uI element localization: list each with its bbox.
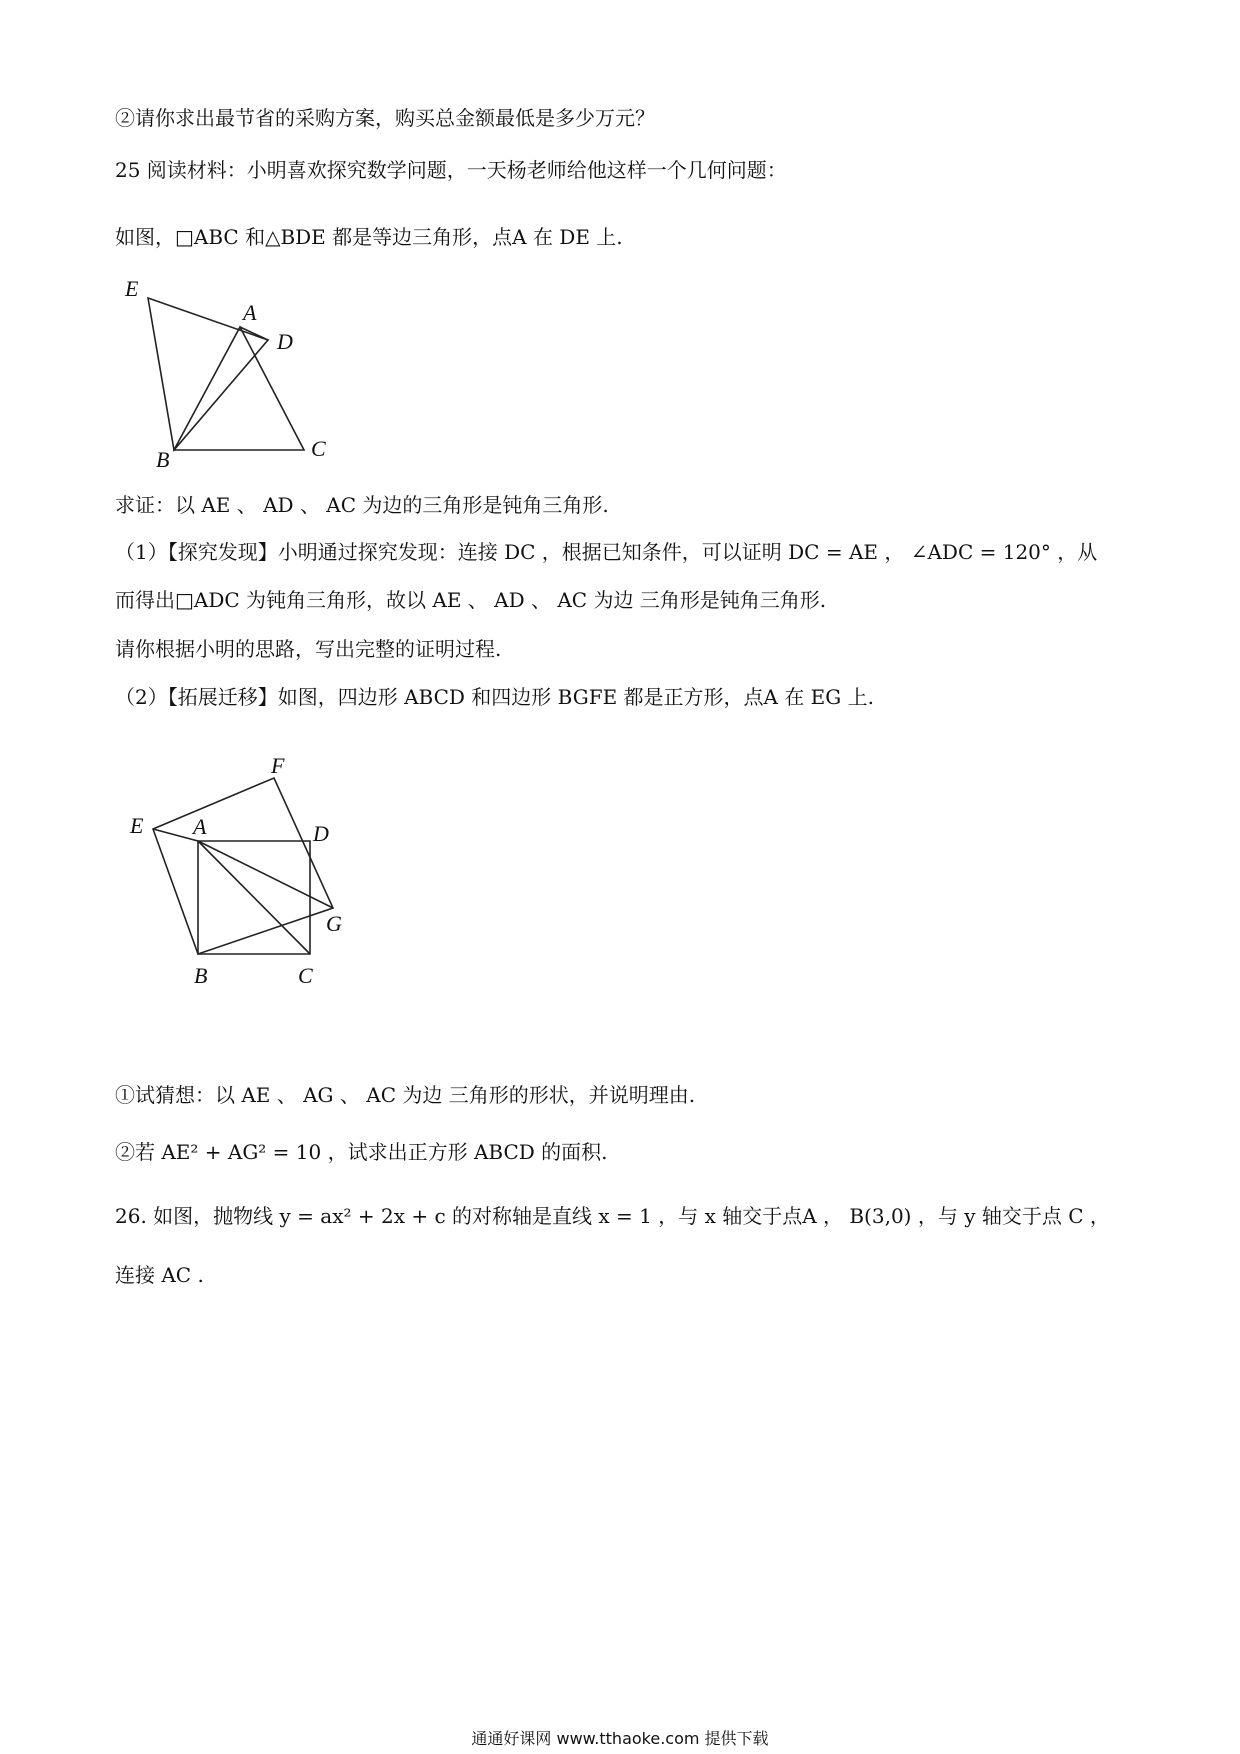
square-bgfe: [153, 778, 333, 954]
label-b: B: [194, 963, 208, 988]
question-25-intro: 25 阅读材料：小明喜欢探究数学问题，一天杨老师给他这样一个几何问题：: [115, 158, 787, 182]
segment-ag: [198, 841, 333, 908]
question-26: 26. 如图，抛物线 y = ax² + 2x + c 的对称轴是直线 x = 1 ，与 x 轴交于点A ， B(3,0) ，与 y 轴交于点 C ，: [115, 1204, 1110, 1228]
page-footer: 通通好课网 www.tthaoke.com 提供下载: [471, 1729, 769, 1748]
question-25-part2-q1: ①试猜想：以 AE 、 AG 、 AC 为边 三角形的形状，并说明理由.: [115, 1083, 696, 1107]
question-25-part2-q2: ②若 AE² + AG² = 10 ，试求出正方形 ABCD 的面积.: [115, 1140, 608, 1164]
question-25-part1-cont: 而得出□ADC 为钝角三角形，故以 AE 、 AD 、 AC 为边 三角形是钝角三角形.: [115, 588, 827, 612]
label-f: F: [271, 753, 285, 778]
label-d: D: [277, 329, 293, 354]
question-26-cont: 连接 AC .: [115, 1263, 204, 1287]
label-g: G: [326, 911, 342, 936]
segment-ea: [153, 829, 198, 841]
label-e: E: [130, 813, 144, 838]
label-c: C: [311, 436, 326, 461]
label-b: B: [156, 447, 170, 470]
label-a: A: [193, 814, 207, 839]
figure-equilateral-triangles: [110, 270, 350, 470]
segment-ac: [198, 841, 310, 954]
question-24-part2: ②请你求出最节省的采购方案，购买总金额最低是多少万元？: [115, 106, 655, 130]
question-25-part1: （1）【探究发现】小明通过探究发现：连接 DC ，根据已知条件，可以证明 DC = AE ， ∠ADC = 120° ，从: [115, 540, 1098, 564]
question-25-given: 如图，□ABC 和△BDE 都是等边三角形，点A 在 DE 上.: [115, 225, 623, 249]
question-25-part1-task: 请你根据小明的思路，写出完整的证明过程.: [115, 637, 502, 661]
label-a: A: [243, 300, 257, 325]
question-25-prove: 求证：以 AE 、 AD 、 AC 为边的三角形是钝角三角形.: [115, 493, 609, 517]
question-25-part2: （2）【拓展迁移】如图，四边形 ABCD 和四边形 BGFE 都是正方形，点A 在 EG 上.: [115, 685, 874, 709]
label-e: E: [125, 276, 139, 301]
figure-two-squares: [110, 740, 370, 1000]
label-d: D: [313, 821, 329, 846]
label-c: C: [298, 963, 313, 988]
